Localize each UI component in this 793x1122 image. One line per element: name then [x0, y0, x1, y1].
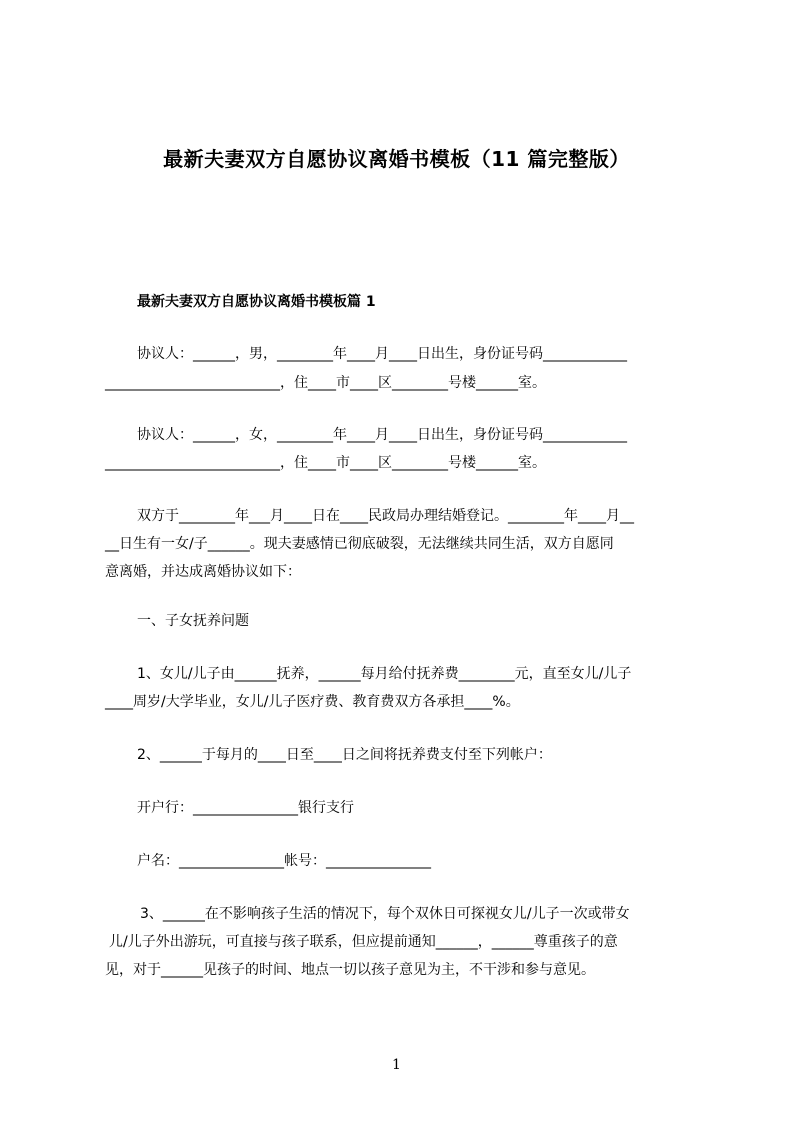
party2-line2: _________________________，住____市____区________号楼______室。 [105, 455, 546, 471]
party2-line1: 协议人：______，女，________年____月____日出生，身份证号码____________ [137, 427, 627, 443]
document-title: 最新夫妻双方自愿协议离婚书模板（11 篇完整版） [163, 147, 630, 171]
item3-line1: 3、______在不影响孩子生活的情况下，每个双休日可探视女儿/儿子一次或带女 [140, 906, 630, 922]
item3-line3: 见，对于______见孩子的时间、地点一切以孩子意见为主，不干涉和参与意见。 [105, 962, 595, 978]
section-heading: 最新夫妻双方自愿协议离婚书模板篇 1 [137, 294, 376, 310]
item1-line2: ____周岁/大学毕业，女儿/儿子医疗费、教育费双方各承担____%。 [105, 694, 520, 710]
marriage-line3: 意离婚，并达成离婚协议如下： [105, 564, 301, 580]
item2-line1: 2、______于每月的____日至____日之间将抚养费支付至下列帐户： [137, 747, 552, 763]
page-number: 1 [392, 1057, 401, 1073]
item1-line1: 1、女儿/儿子由______抚养，______每月给付抚养费________元，直至女儿/儿子 [137, 666, 632, 682]
party1-line2: _________________________，住____市____区________号楼______室。 [105, 375, 546, 391]
marriage-line2: __日生有一女/子______。现夫妻感情已彻底破裂，无法继续共同生活，双方自愿同 [105, 536, 614, 552]
party1-line1: 协议人：______，男，________年____月____日出生，身份证号码____________ [137, 346, 627, 362]
account-line: 户名：_______________帐号：_______________ [137, 853, 431, 869]
part1-heading: 一、子女抚养问题 [137, 613, 249, 629]
bank-line: 开户行：_______________银行支行 [137, 800, 354, 816]
marriage-line1: 双方于________年___月____日在____民政局办理结婚登记。________年____月__ [137, 508, 634, 524]
item3-line2: 儿/儿子外出游玩，可直接与孩子联系，但应提前通知______，______尊重孩子的意 [109, 934, 618, 950]
